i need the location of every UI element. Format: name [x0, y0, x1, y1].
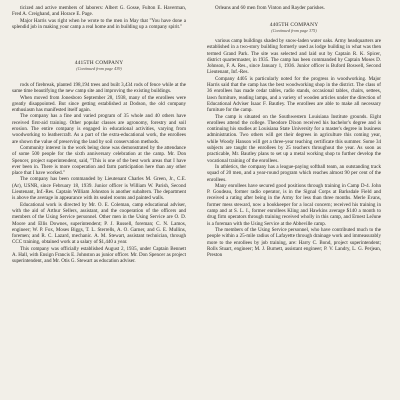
left-top-paragraph-2: Major Harris was right when he wrote to the men in May that "You have done a splendid job in making your camp a real home and in building up a company spirit.": [12, 17, 186, 30]
left-paragraph-7: This company was officially established August 2, 1935, under Captain Bennett A. Hall, with Ensign Francis E. Johnston as junior officer. Mr. Don Spencer as project superintendent, and Mr. Otis G. Stewart as education adviser.: [12, 245, 186, 265]
section-subheading-4405: (Continued from page 375): [271, 28, 317, 33]
left-paragraph-5: The company has been commanded by Lieutenant Charles M. Green, Jr., C.E. (Ar), USNR, since February 18, 1939. Junior officer is William W. Parish, Second Lieutenant, Inf.-Res. Captain William Johnston is another subaltern. The department is above the average in appearance with its sealed rooms and painted walls.: [12, 176, 186, 202]
right-paragraph-3: The camp is situated on the Southwestern Louisiana Institute grounds. Eight enrollees attend the college. Theodore Dixon received his bachelor's degree and is continuing his studies at Louisiana State University for a master's degree in business administration. Two others will get their degrees in agriculture this coming year, while Woody Hanson will get a three-year teaching certificate this summer. Some 34 subjects are taught the enrollees by 25 teachers throughout the year. As soon as practicable, Mr. Bautley plans to set up a metal working shop to further develop the vocational training of the enrollees.: [207, 113, 381, 164]
left-top-text: [12, 5, 186, 30]
right-paragraph-4: In athletics, the company has a league-paying softball team, an outstanding track squad of 20 men, and a year-round program which reaches almost 90 per cent of the enrollees.: [207, 163, 381, 183]
right-paragraph-2: Company 4405 is particularly noted for the progress in woodworking. Major Harris said that the camp has the best woodworking shop in the district. The class of 36 enrollees has made cedar tables, radio stands, occasional tables, chairs, settees, lawn furniture, reading lamps, and a variety of wooden articles under the direction of Educational Adviser Isaac F. Bautley. The enrollees are able to make all necessary furniture for the camp.: [207, 75, 381, 114]
left-top-paragraph-1: ticized and active members of laborers: Albert G. Gosse, Fulton E. Haverman, Fred A. Creighand, and Horace E. Page.: [12, 5, 186, 18]
right-paragraph-6: The members of the Using Service personnel, who have contributed much to the people within a 25-mile radius of Lafayette through drainage work and immeasurably more to the enrollees by job training, are: Harry C. Bond, project superintendent; Rolls Stuart, engineer; M. J. Burnett, assistant engineer; P. V. Landry, L. G. Perjean, Preston: [207, 226, 381, 259]
right-paragraph-5: Many enrollees have secured good positions through training in Camp D-4. John P. Goudeau, former radio operator, is in the Signal Corps at Barksdale Field and received a rating after being in the Army for less than three months. Merle Evans, former mess steward, now a bookkeeper for a local concern; received his training in camp and at S. L. I., former enrollees Kling and Hawkins average $140 a month to drug firm operators through training received wholly in this camp, and Ernest LeJune is a foreman with the Using Service at the Abbeville camp.: [207, 182, 381, 227]
right-body-text: [207, 38, 381, 258]
left-paragraph-4: Community interest in the work being done was demonstrated by the attendance of some 500 people for the sixth anniversary celebration at the camp. Mr. Don Spencer, project superintendent, said, "This is one of the best work areas that I have ever been in. There is more cooperation and farm participation here than any other place that I have worked.": [12, 144, 186, 177]
left-body-text: [12, 82, 186, 265]
section-heading-4415: 4415TH COMPANY: [74, 60, 124, 66]
section-heading-4405: 4405TH COMPANY: [269, 22, 319, 28]
section-subheading-4415: (Continued from page 439): [76, 66, 122, 71]
right-section-header: [207, 22, 381, 33]
right-paragraph-1: various camp buildings shaded by snow-laden water oaks. Army headquarters are established in a two-story building formerly used as lodge building in what was then termed Grand Park. The site was selected and laid out by Captain R. K. Spicer, district quartermaster, in 1935. The camp has been commanded by Captain Moses D. Johnson, F. A. Res., since January 1, 1936. Junior officer is Buford Boswell, Second Lieutenant, Inf.-Res.: [207, 38, 381, 76]
left-paragraph-2: When moved from Jonesboro September 28, 1938, many of the enrollees were greatly disappointed. But since getting established at Dodson, the old company enthusiasm has manifested itself again.: [12, 94, 186, 114]
left-paragraph-6: Educational work is directed by Mr. O. E. Coleman, camp educational adviser, with the aid of Arthur Sellers, assistant, and the cooperation of the officers and members of the Using Service personnel. Other men in the Using Service are O. D. Moore and Ellis Downes, superintendent; P. J. Russell, foreman; C. N. Lamos, engineer; W. P. Fox, Moses Biggs, T. L. Sterrells, A. O. Garner, and G. E. Mullins, foremen; and R. C. Lazard, mechanic. A. M. Stewart, assistant technician, through CCC training, obtained work at a salary of $1,440 a year.: [12, 201, 186, 246]
left-paragraph-1: rods of firebreak, planted 198,194 trees and built 3,434 rods of fence while at the same time beautifying the new camp site and improving the existing buildings.: [12, 82, 186, 95]
right-top-text: [207, 5, 381, 11]
right-top-paragraph: Orleans and 60 men from Vinton and Rayder parishes.: [215, 5, 325, 11]
left-section-header: [12, 60, 186, 71]
left-paragraph-3: The company has a fine and varied program of 35 whole and 40 others have received first-aid training. Other popular classes are agronomy, forestry and soil erosion. The entire company is engaged in educational activities, varying from woodworking to leathercraft. As a part of the extra-educational work, the enrollees are shown the value of preserving the land by soil conservation methods.: [12, 113, 186, 145]
